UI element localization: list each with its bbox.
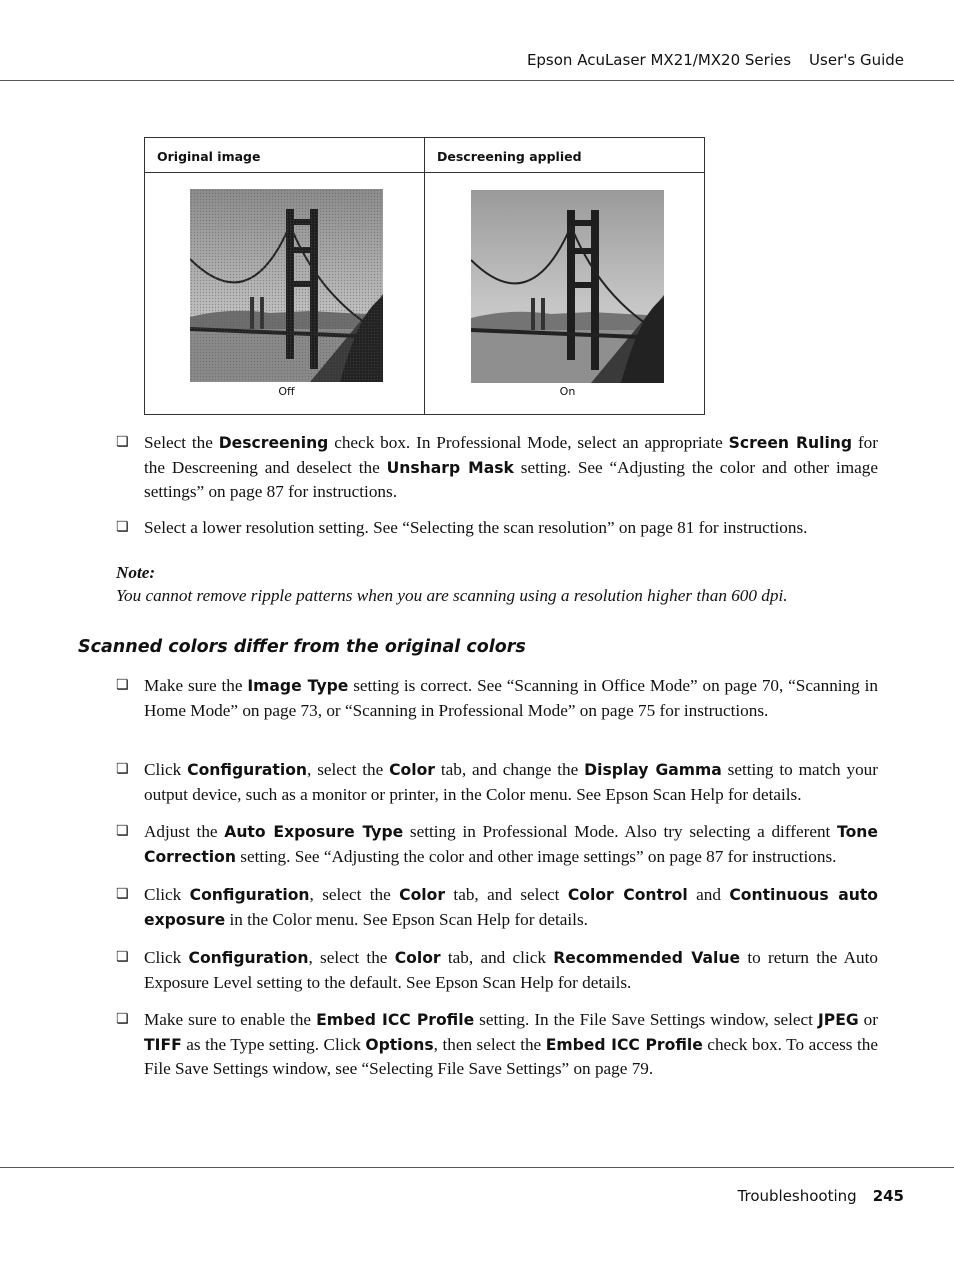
note-label: Note: [116, 563, 156, 582]
caption-on: On [559, 385, 576, 398]
ui-term: JPEG [817, 1011, 859, 1029]
bullet-text: Select a lower resolution setting. See “Selecting the scan resolution” on page 81 for instructions. [144, 518, 808, 537]
checkbox-bullet-icon: ❏ [116, 1011, 129, 1027]
list-item [116, 431, 878, 504]
bullet-text: Make sure the Image Type setting is correct. See “Scanning in Office Mode” on page 70, “Scanning in Home Mode” on page 73, or “Scanning in Professional Mode” on page 75 for instructions. [144, 676, 878, 720]
checkbox-bullet-icon: ❏ [116, 949, 129, 965]
ui-term: Unsharp Mask [386, 458, 514, 477]
list-item [116, 1008, 878, 1081]
bullet-text: Select the Descreening check box. In Professional Mode, select an appropriate Screen Ruling for the Descreening and deselect the Unsharp Mask setting. See “Adjusting the color and other image settings” on page 87 for instructions. [144, 433, 878, 501]
bullet-text: Adjust the Auto Exposure Type setting in Professional Mode. Also try selecting a different Tone Correction setting. See “Adjusting the color and other image settings” on page 87 for instructions. [144, 822, 878, 866]
bullet-text: Click Configuration, select the Color tab, and change the Display Gamma setting to match your output device, such as a monitor or printer, in the Color menu. See Epson Scan Help for details. [144, 760, 878, 804]
checkbox-bullet-icon: ❏ [116, 823, 129, 839]
ui-term: Descreening [218, 434, 329, 452]
bridge-photo-descreened [471, 190, 664, 383]
ui-term: Tone Correction [144, 823, 878, 866]
comparison-table [144, 137, 705, 415]
ui-term: Display Gamma [584, 761, 722, 779]
ui-term: Options [365, 1035, 434, 1054]
bullet-text: Make sure to enable the Embed ICC Profile setting. In the File Save Settings window, select JPEG or TIFF as the Type setting. Click Options, then select the Embed ICC Profile check box. To access the File Save Settings window, see “Selecting File Save Settings” on page 79. [144, 1010, 879, 1078]
list-item [116, 946, 878, 994]
ui-term: Embed ICC Profile [545, 1035, 703, 1054]
checkbox-bullet-icon: ❏ [116, 761, 129, 777]
list-item [116, 820, 878, 869]
column-header-descreening: Descreening applied [437, 149, 582, 164]
list-item [116, 758, 878, 806]
bullet-text: Click Configuration, select the Color tab, and click Recommended Value to return the Auto Exposure Level setting to the default. See Epson Scan Help for details. [144, 948, 878, 992]
bridge-photo-original [190, 189, 383, 382]
page-number: 245 [872, 1187, 904, 1205]
ui-term: Screen Ruling [728, 434, 853, 452]
ui-term: Recommended Value [553, 949, 741, 967]
list-item [116, 883, 878, 932]
list-item [116, 516, 878, 540]
running-header [527, 51, 904, 69]
ui-term: TIFF [144, 1035, 182, 1054]
ui-term: Image Type [247, 677, 349, 695]
section-heading: Scanned colors differ from the original colors [78, 637, 526, 657]
bullet-text: Click Configuration, select the Color tab, and select Color Control and Continuous auto exposure in the Color menu. See Epson Scan Help for details. [144, 885, 878, 929]
ui-term: Color [394, 949, 441, 967]
list-item [116, 674, 878, 722]
header-guide: User's Guide [809, 51, 904, 69]
ui-term: Color [399, 886, 446, 904]
note [116, 561, 878, 607]
ui-term: Embed ICC Profile [316, 1011, 475, 1029]
checkbox-bullet-icon: ❏ [116, 886, 129, 902]
footer-section: Troubleshooting [737, 1187, 857, 1205]
header-rule [0, 80, 954, 81]
ui-term: Continuous auto exposure [144, 886, 878, 929]
ui-term: Configuration [187, 761, 308, 779]
ui-term: Auto Exposure Type [224, 823, 404, 841]
caption-off: Off [278, 385, 295, 398]
checkbox-bullet-icon: ❏ [116, 519, 129, 535]
checkbox-bullet-icon: ❏ [116, 434, 129, 450]
ui-term: Color [389, 761, 435, 779]
running-footer [738, 1187, 904, 1205]
footer-rule [0, 1167, 954, 1168]
ui-term: Configuration [189, 886, 310, 904]
ui-term: Color Control [567, 886, 688, 904]
ui-term: Configuration [188, 949, 309, 967]
header-product: Epson AcuLaser MX21/MX20 Series [526, 51, 792, 69]
note-text: You cannot remove ripple patterns when you are scanning using a resolution higher than 600 dpi. [116, 586, 788, 605]
checkbox-bullet-icon: ❏ [116, 677, 129, 693]
column-header-original: Original image [157, 149, 261, 164]
